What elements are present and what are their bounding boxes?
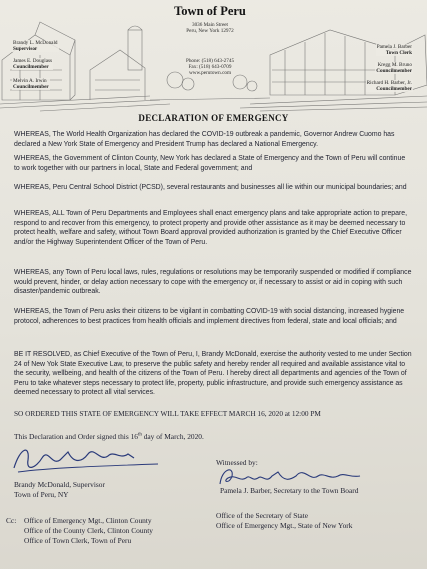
officer-councilmember-4: [366, 80, 413, 92]
cc-left-1: Office of Emergency Mgt., Clinton County: [24, 516, 152, 525]
town-name-heading: Town of Peru: [174, 4, 246, 18]
website-text: www.perutown.com: [188, 70, 232, 76]
whereas-paragraph-2: WHEREAS, the Government of Clinton County, New York has declared a State of Emergency and the Town of Peru will continue to work together with our partners in local, State and Federal government; and: [14, 155, 406, 172]
letterhead: [0, 0, 427, 112]
officer-councilmember-3: [375, 62, 413, 74]
cc-right-1: Office of the Secretary of State: [216, 511, 309, 520]
officer-title: Councilmember: [13, 64, 49, 70]
witnessed-label: Witnessed by:: [216, 458, 258, 467]
officer-title: Town Clerk: [385, 50, 412, 56]
officer-title: Councilmember: [376, 68, 412, 74]
officer-name: James E. Douglass: [13, 58, 53, 64]
signed-suffix: day of March, 2020.: [141, 432, 204, 441]
supervisor-location: Town of Peru, NY: [14, 490, 69, 499]
cc-left-3: Office of Town Clerk, Town of Peru: [24, 536, 132, 545]
whereas-paragraph-3: WHEREAS, Peru Central School District (PCSD), several restaurants and businesses all lie within our municipal boundaries; and: [14, 184, 407, 191]
address-line-1: 3036 Main Street: [191, 22, 229, 28]
cc-left-2: Office of the County Clerk, Clinton County: [24, 526, 153, 535]
document-title: DECLARATION OF EMERGENCY: [138, 113, 289, 123]
officer-title: Councilmember: [13, 84, 49, 90]
whereas-paragraph-5: WHEREAS, any Town of Peru local laws, rules, regulations or resolutions may be temporarily suspended or modified if compliance would prevent, hinder, or delay action necessary to cope with the emergency or, if necessary to assist or aid in coping with such disaster/pandemic outbreak.: [14, 269, 412, 296]
officer-title: Councilmember: [376, 86, 412, 92]
signed-prefix: This Declaration and Order signed this 16: [14, 432, 138, 441]
officer-town-clerk: [376, 44, 413, 56]
officer-title: Supervisor: [13, 46, 38, 52]
officer-name: Richard H. Barber, Jr.: [366, 80, 412, 86]
officer-name: Kregg M. Bruno: [377, 62, 412, 68]
signed-ordinal: th: [137, 432, 142, 438]
clerk-name: Pamela J. Barber, Secretary to the Town Board: [220, 486, 359, 495]
officer-supervisor: [12, 40, 59, 52]
whereas-paragraph-4: WHEREAS, ALL Town of Peru Departments and Employees shall enact emergency plans and take appropriate action to prepare, respond to and recover from this emergency, to protect property and provide other assistance as it may be deemed necessary to protect health, welfare and safety, without Town Board approval provided authorization is granted by the Chief Executive Officer and/or the Highway Superintendent Officer of the Town of Peru.: [14, 210, 407, 246]
cc-label: Cc:: [6, 516, 17, 525]
phone-number: Phone: (518) 643-2745: [185, 58, 235, 64]
whereas-paragraph-6: WHEREAS, the Town of Peru asks their citizens to be vigilant in combatting COVID-19 with social distancing, increased hygiene protocol, adherences to best practices from health officials and implement directives from federal, state and local officials; and: [14, 308, 405, 325]
supervisor-name: Brandy McDonald, Supervisor: [14, 480, 105, 489]
officer-name: Brandy L. McDonald: [13, 40, 58, 46]
whereas-paragraph-1: WHEREAS, The World Health Organization has declared the COVID-19 outbreak a pandemic, Governor Andrew Cuomo has declared a New York State of Emergency and President Trump has declared a National Emergency.: [14, 131, 395, 148]
address-line-2: Peru, New York 12972: [186, 28, 234, 34]
supervisor-signature: [8, 438, 178, 478]
officer-councilmember-2: [12, 78, 50, 90]
resolution-paragraph: BE IT RESOLVED, as Chief Executive of the Town of Peru, I, Brandy McDonald, exercise the authority vested to me under Section 24 of New Yok State Executive Law, to preserve the public safety and hereby render all required and available assistance vital to the security, wellbeing, and health of the citizens of the Town of Peru. I hereby direct all departments and agencies of the Town of Peru to take whatever steps necessary to protect life, property, public infrastructure, and provide such emergency assistance as deemed necessary to protect all vital services.: [14, 351, 412, 397]
effective-statement: SO ORDERED THIS STATE OF EMERGENCY WILL TAKE EFFECT MARCH 16, 2020 at 12:00 PM: [14, 409, 321, 418]
cc-right-2: Office of Emergency Mgt., State of New York: [216, 521, 353, 530]
officer-name: Pamela J. Barber: [376, 44, 412, 50]
officer-name: Melvin A. Irwin: [13, 78, 47, 84]
fax-number: Fax: (518) 643-0709: [188, 64, 232, 70]
officer-councilmember-1: [12, 58, 53, 70]
